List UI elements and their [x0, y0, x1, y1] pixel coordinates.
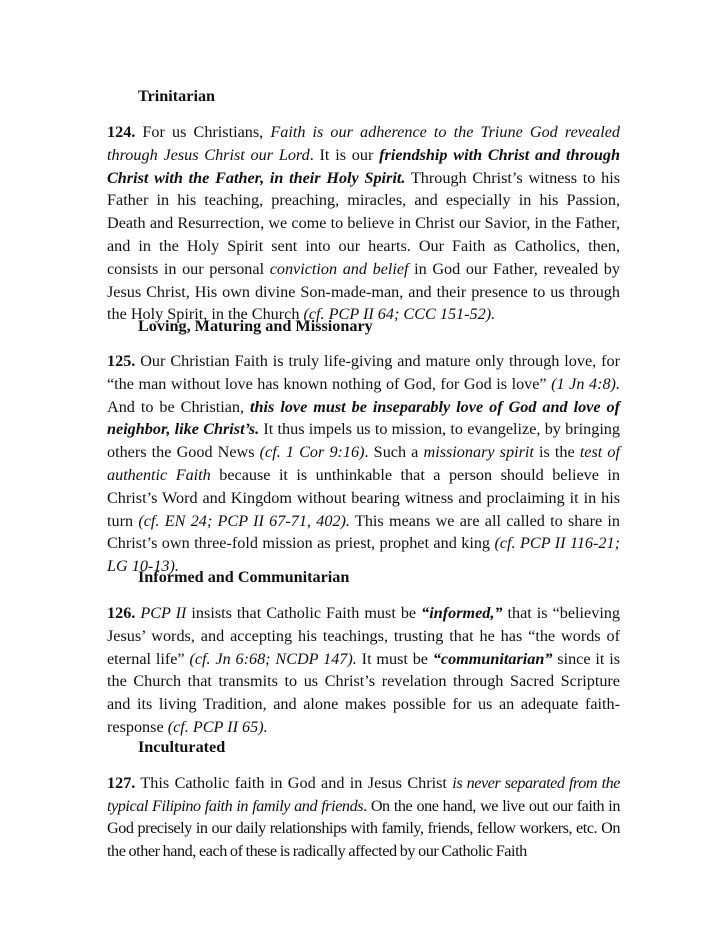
text-run: in God our Father, revealed by Jesus Christ, His own divine Son-made-man, and their presence to us through the Holy Spirit, in the Church: [107, 259, 620, 324]
text-run: For us Christians,: [135, 123, 271, 141]
text-run: because it is unthinkable that a person should believe in Christ’s Word and Kingdom without bearing witness and proclaiming it in his turn: [107, 465, 620, 530]
section-heading-informed-communitarian: Informed and Communitarian: [138, 568, 350, 586]
italic-run: (cf. PCP II 116-21; LG 10-13).: [107, 534, 620, 576]
text-run: And to be Christian,: [107, 397, 251, 416]
bold-italic-run: “informed,”: [421, 604, 503, 622]
paragraph-126: [107, 602, 620, 739]
italic-run: (cf. PCP II 64; CCC 151-52).: [303, 305, 496, 324]
section-heading-loving-maturing-missionary: Loving, Maturing and Missionary: [138, 317, 373, 335]
italic-run: test of authentic Faith: [107, 443, 621, 484]
bold-italic-run: this love must be inseparably love of God and love of neighbor, like Christ’s.: [107, 397, 620, 439]
italic-run: conviction and belief: [269, 259, 409, 278]
text-run: Our Christian Faith is truly life-giving and mature only through love, for “the man without love has known nothing of God, for God is love”: [107, 352, 620, 393]
paragraph-number: 125.: [107, 352, 136, 370]
text-run: is the: [533, 443, 580, 462]
text-run: . Such a: [364, 443, 424, 462]
text-run: This means we are all called to share in Christ’s own three-fold mission as priest, prophet and king: [107, 511, 621, 553]
text-run: . It is our: [309, 145, 380, 164]
italic-run: (cf. 1 Cor 9:16): [259, 443, 365, 462]
text-run: insists that Catholic Faith must be: [186, 604, 422, 622]
text-run: It must be: [356, 649, 433, 668]
italic-run: (1 Jn 4:8).: [551, 374, 620, 393]
text-run: It thus impels us to mission, to evangelize, by bringing others the Good News: [107, 420, 620, 462]
text-run: that is “believing Jesus’ words, and accepting his teachings, trusting that he has “the words of eternal life”: [107, 604, 621, 668]
bold-italic-run: “communitarian”: [432, 649, 553, 668]
italic-run: (cf. EN 24; PCP II 67-71, 402).: [138, 511, 350, 530]
text-run: This Catholic faith in God and in Jesus Christ: [135, 774, 453, 792]
italic-run: (cf. PCP II 65).: [167, 717, 268, 736]
italic-run: missionary spirit: [423, 443, 534, 462]
text-run: Through Christ’s witness to his Father in his teaching, preaching, miracles, and especially in his Passion, Death and Resurrection, we come to believe in Christ our Savior, in the Father, and in the Holy Spirit sent into our hearts. Our Faith as Catholics, then, consists in our personal: [107, 168, 621, 278]
italic-run: is never separated from the typical Filipino faith in family and friends: [107, 774, 620, 815]
section-heading-trinitarian: Trinitarian: [138, 87, 216, 105]
paragraph-number: 124.: [107, 123, 136, 141]
italic-run: PCP II: [140, 604, 187, 622]
paragraph-number: 126.: [107, 604, 136, 622]
italic-run: Faith is our adherence to the Triune God revealed through Jesus Christ our Lord: [107, 123, 620, 164]
text-run: . On the one hand, we live out our faith in God precisely in our daily relationships with family, friends, fellow workers, etc. On the other hand, each of these is radically affected by our Catholic Faith: [107, 796, 620, 860]
paragraph-124: [107, 121, 620, 326]
bold-italic-run: friendship with Christ and through Christ with the Father, in their Holy Spirit.: [107, 145, 621, 187]
paragraph-127: [107, 772, 620, 862]
paragraph-number: 127.: [107, 774, 136, 792]
paragraph-125: [107, 350, 620, 578]
italic-run: (cf. Jn 6:68; NCDP 147).: [189, 649, 357, 668]
section-heading-inculturated: Inculturated: [138, 738, 226, 756]
text-run: since it is the Church that transmits to us Christ’s revelation through Sacred Scripture and its living Tradition, and alone makes possible for us an adequate faith-response: [107, 649, 620, 736]
